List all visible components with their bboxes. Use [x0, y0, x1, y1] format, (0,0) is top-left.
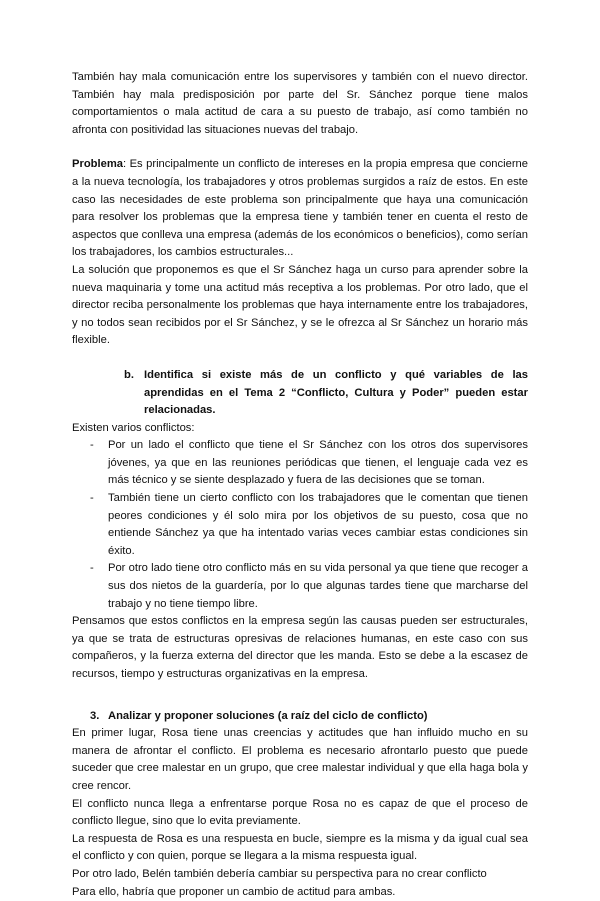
- problema-label: Problema: [72, 158, 123, 171]
- conflict-list: [72, 437, 528, 613]
- section-b-marker: b.: [124, 368, 134, 381]
- section-b-intro: Existen varios conflictos:: [72, 421, 195, 434]
- section-b-heading-text: Identifica si existe más de un conflicto y qué variables de las aprendidas en el Tema 2 “Conflicto, Cultura y Poder” pueden estar relacionadas.: [144, 368, 528, 417]
- section-3-heading: [90, 708, 528, 726]
- list-item-text: Por otro lado tiene otro conflicto más en su vida personal ya que tiene que recoger a sus dos nietos de la guardería, por lo que algunas tardes tiene que marcharse del trabajo y no tiene tiempo libre.: [108, 562, 528, 610]
- section-3-paragraph: En primer lugar, Rosa tiene unas creencias y actitudes que han influido mucho en su manera de afrontar el conflicto. El problema es necesario afrontarlo puesto que puede suceder que cree malestar en un grupo, que cree malestar individual y que ella haga bola y cree rencor.: [72, 727, 528, 792]
- intro-paragraph: También hay mala comunicación entre los supervisores y también con el nuevo director. También hay mala predisposición por parte del Sr. Sánchez porque tiene malos comportamientos o mala actitud de cara a su puesto de trabajo, así como también no afronta con positividad las situaciones nuevas del trabajo.: [72, 71, 528, 136]
- problema-paragraph: [72, 156, 528, 262]
- section-3-paragraph: La respuesta de Rosa es una respuesta en bucle, siempre es la misma y da igual cual sea el conflicto y con quien, porque se llegara a la misma respuesta igual.: [72, 832, 528, 863]
- list-item-text: También tiene un cierto conflicto con los trabajadores que le comentan que tienen peores condiciones y él solo mira por los objetivos de su puesto, cosa que no entiende Sánchez ya que ha intentado varias veces cambiar estas condiciones sin éxito.: [108, 492, 528, 557]
- dash-bullet: -: [90, 492, 94, 505]
- section-3-paragraph: Para ello, habría que proponer un cambio de actitud para ambas.: [72, 885, 396, 898]
- list-item: [90, 490, 528, 560]
- list-item: [90, 437, 528, 490]
- section-3-paragraph: El conflicto nunca llega a enfrentarse porque Rosa no es capaz de que el proceso de conflicto llegue, sino que lo evita previamente.: [72, 797, 528, 828]
- document-body: [72, 69, 528, 901]
- dash-bullet: -: [90, 439, 94, 452]
- section-3-paragraph: Por otro lado, Belén también debería cambiar su perspectiva para no crear conflicto: [72, 867, 487, 880]
- list-item-text: Por un lado el conflicto que tiene el Sr Sánchez con los otros dos supervisores jóvenes, ya que en las reuniones periódicas que tienen, el lenguaje cada vez es más técnico y se siente desplazado y fuera de las decisiones que se toman.: [108, 439, 528, 487]
- list-item: [90, 560, 528, 613]
- section-b-heading: [124, 367, 528, 420]
- solucion-paragraph: La solución que proponemos es que el Sr Sánchez haga un curso para aprender sobre la nueva maquinaria y tome una actitud más receptiva a los problemas. Por otro lado, que el director reciba personalmente los problemas que haya internamente entre los trabajadores, y no todos sean recibidos por el Sr Sánchez, y se le ofrezca al Sr Sánchez un horario más flexible.: [72, 263, 528, 347]
- problema-text: : Es principalmente un conflicto de intereses en la propia empresa que concierne a la nueva tecnología, los trabajadores y otros problemas surgidos a raíz de estos. En este caso las necesidades de este problema son principalmente que haya una comunicación para resolver los problemas que la empresa tiene y también tener en cuenta el resto de aspectos que conlleva una empresa (además de los económicos o beneficios), como serían los trabajadores, los cambios estructurales...: [72, 158, 528, 259]
- dash-bullet: -: [90, 562, 94, 575]
- section-b-conclusion: Pensamos que estos conflictos en la empresa según las causas pueden ser estructurales, ya que se trata de estructuras opresivas de relaciones humanas, en este caso con sus compañeros, y la fuerza externa del director que les manda. Esto se debe a la escasez de recursos, tiempo y estructuras organizativas en la empresa.: [72, 615, 528, 680]
- section-3-heading-text: Analizar y proponer soluciones (a raíz del ciclo de conflicto): [108, 709, 428, 722]
- section-3-number: 3.: [90, 709, 100, 722]
